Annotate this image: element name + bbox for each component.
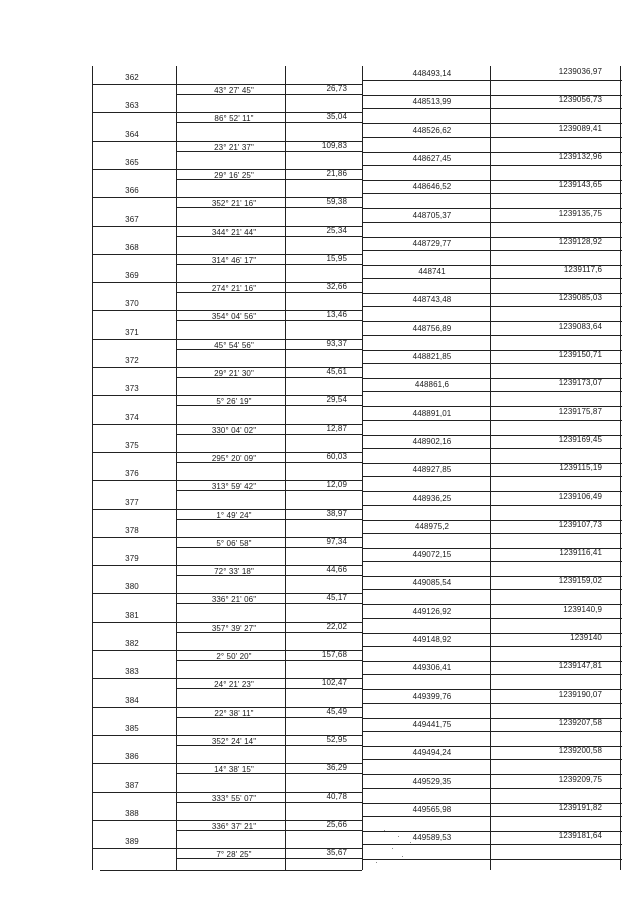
coord-x: 449399,76 [412,691,452,701]
point-number: 365 [125,157,139,167]
segment-length: 93,37 [326,338,347,348]
coord-y: 1239169,45 [558,434,602,444]
bearing-angle: 336° 21' 06" [211,595,257,605]
segment-length: 35,04 [326,112,347,122]
segment-length: 22,02 [326,621,347,631]
bearing-angle: 22° 38' 11" [214,708,254,718]
bearing-angle: 330° 04' 02" [211,425,257,435]
row-rule [362,533,622,534]
point-number: 376 [125,469,139,479]
row-rule [362,859,622,860]
point-number: 374 [125,412,139,422]
row-rule [362,108,622,109]
row-rule [362,561,622,562]
segment-length: 45,49 [326,706,347,716]
segment-length: 32,66 [326,282,347,292]
bearing-angle: 354° 04' 56" [211,312,257,322]
column-rule [362,66,363,870]
point-number: 383 [125,667,139,677]
point-number: 372 [125,356,139,365]
point-number: 367 [125,214,139,224]
row-rule [362,589,622,590]
bearing-angle: 72° 33' 18" [214,567,254,577]
segment-length: 29,54 [326,395,347,405]
scan-speck [398,836,399,837]
column-rule [490,66,491,870]
point-number: 384 [125,695,139,705]
row-rule [362,646,622,647]
coord-y: 1239106,49 [558,491,602,501]
coord-x: 449441,75 [412,719,452,729]
segment-length: 38,97 [326,508,347,518]
coord-x: 449529,35 [412,776,452,786]
row-rule [362,222,622,223]
point-number: 386 [125,752,139,762]
point-number: 381 [125,610,139,620]
coord-x: 448627,45 [412,153,452,163]
bearing-angle: 336° 37' 21" [211,821,257,831]
row-rule [362,420,622,421]
row-rule [362,137,622,138]
segment-length: 157,68 [321,650,347,659]
bearing-angle: 7° 28' 25" [216,850,252,860]
bearing-angle: 45° 54' 56" [214,340,254,350]
coord-y: 1239089,41 [558,123,602,133]
segment-length: 45,61 [326,367,347,376]
coord-x: 448743,48 [412,295,452,305]
column-rule [176,66,177,870]
row-rule [362,788,622,789]
row-rule [362,165,622,166]
coord-y: 1239207,58 [558,717,602,727]
bearing-angle: 5° 06' 58" [216,538,252,548]
row-rule [362,391,622,392]
coord-y: 1239181,64 [558,831,602,841]
point-number: 363 [125,101,139,111]
column-rule [92,66,93,870]
point-number: 382 [125,639,139,648]
row-rule [362,505,622,506]
segment-length: 44,66 [326,565,347,575]
coord-y: 1239056,73 [558,95,602,105]
coord-x: 448526,62 [412,125,452,135]
coord-y: 1239150,71 [558,350,602,359]
coord-x: 449565,98 [412,804,452,814]
row-rule [362,731,622,732]
coord-x: 449072,15 [412,550,452,560]
bearing-angle: 313° 59' 42" [211,482,257,492]
row-rule [362,193,622,194]
segment-length: 109,83 [321,140,347,150]
segment-length: 12,09 [326,480,347,490]
coord-x: 448493,14 [412,69,452,78]
point-number: 366 [125,186,139,196]
row-rule [362,278,622,279]
bearing-angle: 1° 49' 24" [216,510,252,520]
point-number: 375 [125,440,139,450]
row-rule [362,250,622,251]
coord-x: 449589,53 [412,833,452,843]
bearing-angle: 43° 27' 45" [214,86,254,95]
segment-length: 97,34 [326,536,347,546]
point-number: 377 [125,497,139,507]
coord-y: 1239200,58 [558,746,602,756]
bearing-angle: 29° 16' 25" [214,170,254,180]
point-number: 385 [125,723,139,733]
coord-y: 1239140,9 [563,604,602,614]
point-number: 389 [125,837,139,847]
coord-x: 449306,41 [412,663,452,673]
segment-length: 45,17 [326,593,347,603]
segment-length: 12,87 [326,423,347,433]
row-rule [362,335,622,336]
segment-length: 15,95 [326,253,347,263]
coord-x: 448861,6 [414,380,450,390]
coord-x: 448646,52 [412,182,452,192]
bearing-angle: 333° 55' 07" [211,793,257,803]
scan-speck [410,842,411,843]
table-bottom-rule [100,870,362,871]
segment-length: 102,47 [321,678,347,688]
coord-y: 1239085,03 [558,293,602,303]
coord-x: 448705,37 [412,210,452,220]
row-rule [362,363,622,364]
coord-y: 1239191,82 [558,802,602,812]
point-number: 388 [125,808,139,818]
coord-y: 1239116,41 [559,548,602,558]
coord-y: 1239147,81 [558,661,602,671]
point-number: 370 [125,299,139,309]
coord-x: 448902,16 [412,436,452,446]
point-number: 371 [125,327,139,337]
row-rule [362,816,622,817]
row-rule [362,306,622,307]
point-number: 379 [125,554,139,564]
bearing-angle: 314° 46' 17" [211,255,257,265]
row-rule [362,674,622,675]
segment-length: 21,86 [326,168,347,178]
coord-y: 1239135,75 [558,208,602,218]
coord-y: 1239132,96 [558,151,602,161]
bearing-angle: 344° 21' 44" [211,227,257,237]
coord-y: 1239175,87 [558,406,602,416]
coord-y: 1239115,19 [559,463,602,473]
scan-speck [376,862,377,863]
segment-length: 52,95 [326,734,347,744]
point-number: 387 [125,780,139,790]
coord-y: 1239128,92 [558,236,602,246]
bearing-angle: 352° 21' 16" [211,199,257,209]
bearing-angle: 14° 38' 15" [214,765,254,775]
segment-length: 40,78 [326,791,347,801]
coord-y: 1239107,73 [558,519,602,529]
segment-length: 13,46 [326,310,347,320]
row-rule [362,844,622,845]
coord-y: 1239036,97 [558,67,602,76]
coord-x: 448891,01 [412,408,452,418]
point-number: 362 [125,73,139,82]
point-number: 369 [125,271,139,281]
column-rule [620,66,621,870]
row-rule [362,448,622,449]
segment-length: 25,34 [326,225,347,235]
row-rule [362,759,622,760]
point-number: 373 [125,384,139,394]
point-number: 378 [125,525,139,535]
segment-length: 36,29 [326,763,347,773]
segment-length: 60,03 [326,451,347,461]
coord-y: 1239209,75 [558,774,602,784]
row-rule [362,80,622,81]
bearing-angle: 357° 39' 27" [211,623,257,633]
coord-x: 448975,2 [414,521,450,531]
coord-y: 1239117,6 [563,265,602,275]
coord-y: 1239190,07 [558,689,602,699]
coord-x: 449148,92 [412,635,452,644]
coord-x: 448741 [418,267,446,277]
scan-speck [384,830,385,831]
scan-speck [392,848,393,849]
coord-x: 448927,85 [412,465,452,475]
coord-x: 448821,85 [412,352,452,361]
point-number: 364 [125,129,139,139]
segment-length: 25,66 [326,819,347,829]
bearing-angle: 23° 21' 37" [214,142,254,152]
coord-x: 449494,24 [412,748,452,758]
coord-y: 1239083,64 [558,321,602,331]
bearing-angle: 274° 21' 16" [211,284,257,294]
row-rule [362,476,622,477]
coord-x: 449126,92 [412,606,452,616]
point-number: 368 [125,242,139,252]
coord-x: 448729,77 [412,238,452,248]
coord-x: 448513,99 [412,97,452,107]
bearing-angle: 352° 24' 14" [211,736,257,746]
row-rule [362,618,622,619]
coord-y: 1239159,02 [558,576,602,586]
segment-length: 35,67 [326,848,347,858]
coord-y: 1239143,65 [558,180,602,190]
segment-length: 59,38 [326,197,347,207]
coord-x: 449085,54 [412,578,452,588]
coord-x: 448936,25 [412,493,452,503]
point-number: 380 [125,582,139,592]
bearing-angle: 29° 21' 30" [214,369,254,378]
scan-speck [402,856,403,857]
row-rule [362,703,622,704]
column-rule [285,66,286,870]
bearing-angle: 295° 20' 09" [211,453,257,463]
coord-x: 448756,89 [412,323,452,333]
bearing-angle: 2° 50' 20" [216,652,252,661]
bearing-angle: 86° 52' 11" [214,114,254,124]
segment-length: 26,73 [326,84,347,93]
bearing-angle: 24° 21' 23" [214,680,254,690]
bearing-angle: 5° 26' 19" [216,397,252,407]
coord-y: 1239173,07 [558,378,602,388]
coord-y: 1239140 [570,633,602,642]
